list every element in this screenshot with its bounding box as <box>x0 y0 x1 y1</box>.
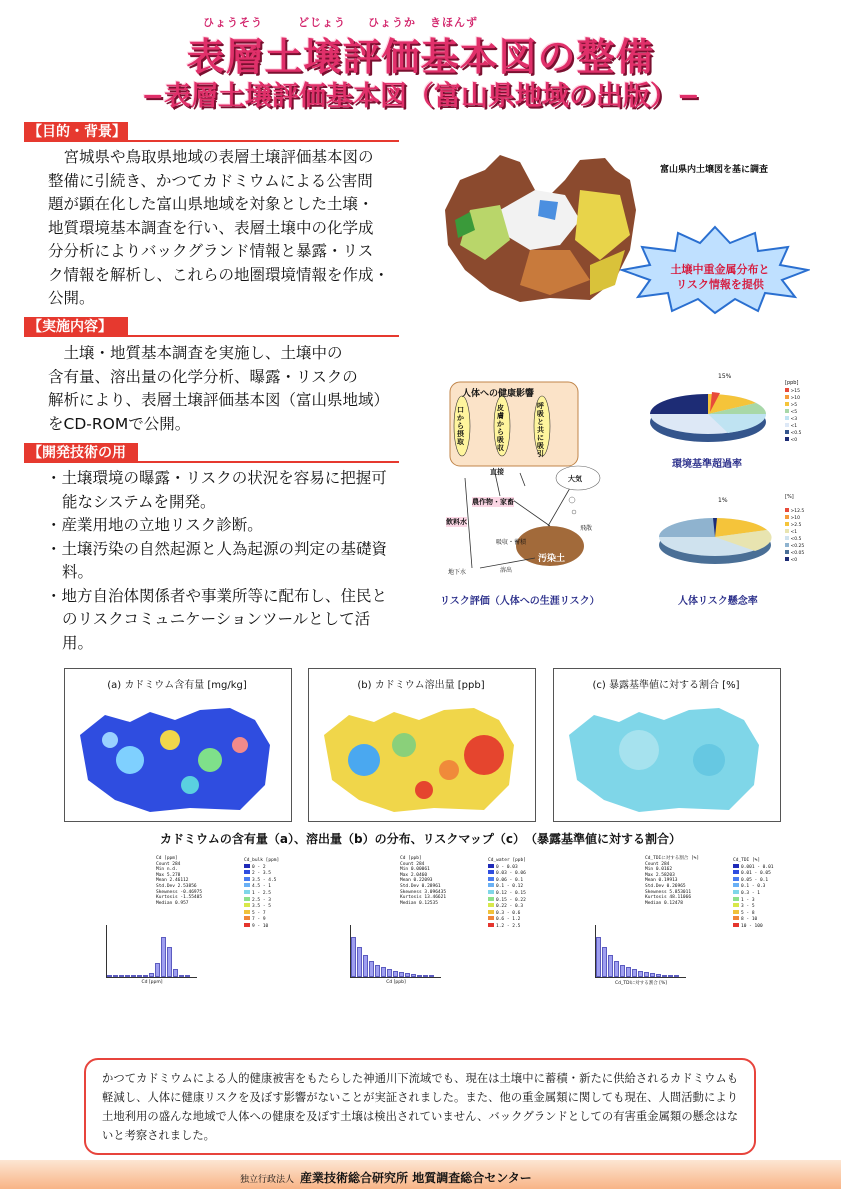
legend-label: 0.03 - 0.06 <box>496 871 526 877</box>
section-text-implementation <box>48 342 393 436</box>
legend-swatch <box>488 883 494 887</box>
legend-label: 0.6 - 1.2 <box>496 917 521 923</box>
stats-row: Min 0.00061 <box>400 867 430 873</box>
histogram-bar <box>167 947 172 977</box>
map-c <box>559 700 774 815</box>
legend-label: 1 - 3 <box>741 897 755 903</box>
pie1-caption: 環境基準超過率 <box>672 459 742 470</box>
legend-label: 1 - 2.5 <box>252 890 271 896</box>
legend-item <box>733 877 774 884</box>
stats-row: Std.Dev 0.28961 <box>400 883 441 889</box>
histogram-bar <box>429 975 434 977</box>
legend-label: 0.1 - 0.12 <box>496 884 524 890</box>
pie2-unit: [%] <box>785 494 794 500</box>
legend-swatch <box>488 903 494 907</box>
histogram-bar <box>662 975 667 977</box>
stats-row: Skewness 3.096435 <box>400 889 447 895</box>
stats-row: Min n.d. <box>156 867 178 873</box>
legend-swatch <box>488 890 494 894</box>
list-item: ・産業用地の立地リスク診断。 <box>46 516 263 534</box>
histogram-bar <box>650 973 655 977</box>
legend-swatch <box>244 903 250 907</box>
stats-row: Count 284 <box>400 861 425 867</box>
legend-item: <5 <box>785 409 801 416</box>
pie1-unit: [ppb] <box>785 380 799 386</box>
histogram-bar <box>149 973 154 977</box>
path-mouth: 口から摂取 <box>457 406 464 446</box>
pie2-legend <box>785 508 804 564</box>
stats-row: Max 2.58203 <box>645 872 675 878</box>
histogram-xlabel: Cd [ppm] <box>141 980 163 985</box>
histogram-bar <box>668 975 673 977</box>
stats-row: Std.Dev 0.26965 <box>645 883 686 889</box>
legend-swatch <box>488 897 494 901</box>
legend-label: 0.05 - 0.1 <box>741 877 769 883</box>
list-item: ・地方自治体関係者や事業所等に配布し、住民とのリスクコミュニケーションツールとして活用。 <box>46 586 388 652</box>
legend-label: 0.06 - 0.1 <box>496 877 524 883</box>
histogram-bar <box>614 961 619 977</box>
histogram-bar <box>405 973 410 977</box>
legend-label: 0.001 - 0.01 <box>741 864 774 870</box>
legend-label: 5 - 7 <box>252 910 266 916</box>
legend-item <box>488 877 526 884</box>
histogram-bar <box>596 937 601 977</box>
legend-item <box>244 923 279 930</box>
panel-legend <box>244 858 279 930</box>
stats-row: Mean 2.46112 <box>156 878 189 884</box>
stats-head: Cd [ppb] <box>400 856 422 861</box>
risk-caption: リスク評価（人体への生涯リスク） <box>440 596 600 607</box>
histogram-bar <box>185 975 190 977</box>
histogram-bar <box>125 975 130 977</box>
legend-label: 0.01 - 0.05 <box>741 871 771 877</box>
legend-item <box>733 897 774 904</box>
histogram-bar <box>173 969 178 977</box>
footer-org-small: 独立行政法人 <box>240 1175 295 1185</box>
stats-row: Std.Dev 2.53856 <box>156 883 197 889</box>
legend-label: 10 - 100 <box>741 923 763 929</box>
ruby-2: どじょう <box>298 16 346 29</box>
legend-item: >5 <box>785 402 801 409</box>
flow-scatter: 飛散 <box>580 525 593 532</box>
legend-item: <1 <box>785 423 801 430</box>
text-line: ク情報を解析し、これらの地圏環境情報を作成・ <box>48 265 390 284</box>
page-subtitle: −表層土壌評価基本図（富山県地域の出版）− <box>141 81 700 112</box>
ruby-4: きほんず <box>430 16 478 29</box>
legend-item <box>244 916 279 923</box>
stats-row: Kurtosis 48.11066 <box>645 895 692 901</box>
legend-item: <0.05 <box>785 550 804 557</box>
legend-item: >2.5 <box>785 522 804 529</box>
flow-direct: 直接 <box>490 468 504 476</box>
stats-row: Max 2.0460 <box>400 872 428 878</box>
stats-row: Kurtosis -1.55405 <box>156 895 203 901</box>
legend-swatch <box>244 916 250 920</box>
flow-groundwater: 地下水 <box>448 569 467 576</box>
legend-swatch <box>488 870 494 874</box>
legend-label: 0 - 0.03 <box>496 864 518 870</box>
stats-row: Count 284 <box>645 861 670 867</box>
stats-row: Median 0.12478 <box>645 900 683 906</box>
legend-swatch <box>488 916 494 920</box>
flow-drinking: 飲料水 <box>446 518 467 526</box>
panel-stats <box>400 856 446 906</box>
legend-label: 0 - 2 <box>252 864 266 870</box>
stats-row: Mean 0.22093 <box>400 878 433 884</box>
histogram-bar <box>363 955 368 977</box>
legend-item: <3 <box>785 416 801 423</box>
map-a <box>70 700 285 815</box>
legend-swatch <box>244 910 250 914</box>
legend-head: Cd_bulk [ppm] <box>244 858 280 863</box>
histogram-xlabel: Cd [ppb] <box>386 980 406 985</box>
flow-air: 大気 <box>568 475 582 483</box>
panel-a-title: (a) カドミウム含有量 [mg/kg] <box>107 680 247 691</box>
legend-swatch <box>733 890 739 894</box>
legend-item <box>733 903 774 910</box>
footer-org-name: 産業技術総合研究所 地質調査総合センター <box>300 1171 532 1185</box>
legend-label: 0.22 - 0.3 <box>496 904 524 910</box>
legend-item <box>733 916 774 923</box>
legend-item: <0.5 <box>785 430 801 437</box>
text-line: 土壌・地質基本調査を実施し、土壌中の <box>48 344 343 362</box>
histogram-bar <box>638 971 643 977</box>
histogram-bar <box>387 969 392 977</box>
stats-row: Mean 0.19913 <box>645 878 678 884</box>
legend-label: 0.12 - 0.15 <box>496 890 526 896</box>
legend-item <box>488 903 526 910</box>
histogram-bar <box>656 974 661 977</box>
text-line: 整備に引続き、かつてカドミウムによる公害問 <box>48 171 373 190</box>
histogram-bar <box>674 975 679 977</box>
legend-item: <1 <box>785 529 804 536</box>
histogram-bar <box>626 967 631 977</box>
section-heading-implementation: 【実施内容】 <box>24 317 128 337</box>
histogram-bar <box>381 967 386 977</box>
toyama-soil-map <box>440 150 640 305</box>
divider <box>24 461 399 463</box>
legend-item <box>488 890 526 897</box>
legend-item: >15 <box>785 388 801 395</box>
path-skin: 皮膚から吸収 <box>497 404 504 452</box>
legend-item: <0.25 <box>785 543 804 550</box>
stats-row: Skewness -0.46975 <box>156 889 203 895</box>
legend-item <box>488 916 526 923</box>
legend-swatch <box>244 877 250 881</box>
histogram-bar <box>155 963 160 977</box>
text-line: 含有量、溶出量の化学分析、曝露・リスクの <box>48 367 358 386</box>
text-line: 分分析によりバックグランド情報と暴露・リス <box>48 242 374 260</box>
histogram-bar <box>620 965 625 977</box>
flow-soil: 汚染土 <box>538 554 566 564</box>
histogram-bar <box>399 972 404 977</box>
health-box-title: 人体への健康影響 <box>462 389 535 399</box>
legend-label: 3.5 - 4.5 <box>252 877 277 883</box>
text-line: 地質環境基本調査を行い、表層土壌中の化学成 <box>48 218 374 237</box>
panel-histogram <box>595 925 686 986</box>
legend-item <box>488 923 526 930</box>
legend-label: 9 - 10 <box>252 923 269 929</box>
histogram-bar <box>137 975 142 977</box>
histogram-bar <box>417 975 422 977</box>
panel-histogram <box>106 925 197 985</box>
legend-label: 0.15 - 0.22 <box>496 897 526 903</box>
legend-item <box>244 890 279 897</box>
text-line: 公開。 <box>48 289 95 307</box>
text-line: 題が顕在化した富山県地域を対象とした土壌・ <box>48 195 374 213</box>
footer-org <box>240 1169 532 1186</box>
legend-item <box>733 870 774 877</box>
map-label: 富山県内土壌図を基に調査 <box>660 165 769 175</box>
map-b <box>314 700 529 815</box>
histogram-bar <box>632 969 637 977</box>
histogram-bar <box>119 975 124 977</box>
histogram-bar <box>393 971 398 977</box>
panel-legend <box>733 858 774 930</box>
legend-label: 2.5 - 3 <box>252 897 271 903</box>
stats-row: Min 0.0162 <box>645 867 673 873</box>
histogram-bar <box>375 965 380 977</box>
path-breath: 呼吸と共に吸引 <box>537 402 544 458</box>
legend-swatch <box>244 923 250 927</box>
legend-item: <0.5 <box>785 536 804 543</box>
legend-item <box>244 877 279 884</box>
legend-item <box>488 883 526 890</box>
legend-head: Cd_TDI [%] <box>733 858 761 863</box>
legend-label: 8 - 10 <box>741 917 758 923</box>
legend-swatch <box>733 916 739 920</box>
legend-label: 3 - 5 <box>741 904 755 910</box>
legend-label: 3.5 - 5 <box>252 904 271 910</box>
legend-swatch <box>733 864 739 868</box>
panel-legend <box>488 858 526 930</box>
legend-item <box>733 890 774 897</box>
histogram-bar <box>131 975 136 977</box>
histogram-xlabel: Cd_TDIに対する割合 [%] <box>614 981 667 986</box>
panels-caption: カドミウムの含有量（a）、溶出量（b）の分布、リスクマップ（c） （暴露基準値に対する割合） <box>160 832 681 846</box>
histogram-bar <box>351 937 356 977</box>
section-text-purpose <box>48 146 393 311</box>
legend-swatch <box>244 897 250 901</box>
stats-head: Cd_TDIに対する割合 [%] <box>645 856 700 861</box>
legend-swatch <box>733 877 739 881</box>
panel-stats <box>156 856 202 906</box>
legend-swatch <box>488 910 494 914</box>
legend-label: 2 - 3.5 <box>252 871 271 877</box>
legend-swatch <box>488 877 494 881</box>
legend-item <box>244 897 279 904</box>
legend-item <box>488 864 526 871</box>
histogram-bar <box>369 961 374 977</box>
legend-label: 5 - 8 <box>741 910 755 916</box>
pie1-legend <box>785 388 801 444</box>
legend-item: >10 <box>785 395 801 402</box>
ruby-3: ひょうか <box>368 16 416 29</box>
stats-row: Kurtosis 13.46621 <box>400 895 447 901</box>
panel-b-title: (b) カドミウム溶出量 [ppb] <box>357 680 485 691</box>
legend-swatch <box>733 923 739 927</box>
conclusion-box <box>84 1058 756 1155</box>
histogram-bar <box>357 947 362 977</box>
legend-swatch <box>244 883 250 887</box>
legend-item <box>244 883 279 890</box>
burst-line: リスク情報を提供 <box>676 278 764 291</box>
legend-swatch <box>733 870 739 874</box>
ruby-1: ひょうそう <box>203 16 263 29</box>
flow-leach: 溶出 <box>500 567 513 574</box>
legend-label: 7 - 9 <box>252 917 266 923</box>
applications-list <box>46 467 401 655</box>
histogram-bar <box>411 974 416 977</box>
panel-histogram <box>350 925 441 985</box>
section-heading-purpose: 【目的・背景】 <box>24 122 128 142</box>
stats-row: Skewness 5.853011 <box>645 889 692 895</box>
legend-label: 0.1 - 0.3 <box>741 884 766 890</box>
divider <box>24 140 399 142</box>
legend-label: 0.3 - 0.6 <box>496 910 521 916</box>
legend-swatch <box>733 883 739 887</box>
flow-absorb: 吸収・蓄積 <box>496 539 527 546</box>
legend-item: >10 <box>785 515 804 522</box>
legend-swatch <box>244 870 250 874</box>
histogram-bar <box>143 975 148 977</box>
panel-c-title: (c) 暴露基準値に対する割合 [%] <box>592 680 740 691</box>
pie2-caption: 人体リスク懸念率 <box>678 596 758 607</box>
pie1-pct: 15% <box>718 373 732 380</box>
histogram-bar <box>423 975 428 977</box>
stats-row: Median 0.12535 <box>400 900 438 906</box>
histogram-bar <box>602 947 607 977</box>
page-title: 表層土壌評価基本図の整備 <box>186 35 655 79</box>
stats-head: Cd [ppm] <box>156 856 178 861</box>
pie2-pct: 1% <box>718 497 728 504</box>
histogram-bar <box>179 975 184 977</box>
stats-row: Count 284 <box>156 861 181 867</box>
legend-item <box>733 864 774 871</box>
burst-line: 土壌中重金属分布と <box>670 263 770 276</box>
histogram-bar <box>644 972 649 977</box>
legend-label: 1.2 - 2.5 <box>496 923 521 929</box>
burst-text <box>650 262 790 292</box>
legend-swatch <box>244 890 250 894</box>
stats-row: Max 5.278 <box>156 872 181 878</box>
legend-swatch <box>244 864 250 868</box>
legend-item: <0 <box>785 557 804 564</box>
legend-item <box>733 883 774 890</box>
legend-swatch <box>733 897 739 901</box>
histogram-bar <box>161 937 166 977</box>
legend-item <box>488 910 526 917</box>
legend-item <box>244 910 279 917</box>
histogram-bar <box>113 975 118 977</box>
conclusion-text: かつてカドミウムによる人的健康被害をもたらした神通川下流域でも、現在は土壌中に蓄積・新たに供給されるカドミウムも軽減し、人体に健康リスクを及ぼす影響がないことが実証されました。また、他の重金属類に関しても現在、人間活動により土地利用の盛んな地域で人体への健康を及ぼす土壌は検出されていません、バックグランドとしての有害重金属類の懸念はないと考察されました。 <box>102 1072 738 1142</box>
legend-item <box>488 897 526 904</box>
text-line: 宮城県や鳥取県地域の表層土壌評価基本図の <box>48 148 374 166</box>
text-line: をCD-ROMで公開。 <box>48 414 191 433</box>
legend-item <box>488 870 526 877</box>
legend-swatch <box>488 864 494 868</box>
pie-health-risk <box>655 505 780 570</box>
stats-row: Median 0.957 <box>156 900 189 906</box>
section-heading-applications: 【開発技術の用途】 <box>24 443 138 463</box>
list-item: ・土壌環境の曝露・リスクの状況を容易に把握可能なシステムを開発。 <box>46 469 387 511</box>
legend-item <box>244 903 279 910</box>
legend-item <box>733 910 774 917</box>
histogram-bar <box>608 955 613 977</box>
legend-item: <0 <box>785 437 801 444</box>
legend-label: 0.3 - 1 <box>741 890 760 896</box>
legend-swatch <box>733 910 739 914</box>
legend-label: 4.5 - 1 <box>252 884 271 890</box>
legend-swatch <box>733 903 739 907</box>
flow-crops: 農作物・家畜 <box>472 498 514 506</box>
divider <box>24 335 399 337</box>
legend-swatch <box>488 923 494 927</box>
legend-item <box>244 870 279 877</box>
legend-item: >12.5 <box>785 508 804 515</box>
legend-head: Cd_water [ppb] <box>488 858 526 863</box>
text-line: 解析により、表層土壌評価基本図（富山県地域） <box>48 391 390 409</box>
panel-stats <box>645 856 699 906</box>
histogram-bar <box>107 975 112 977</box>
legend-item <box>733 923 774 930</box>
legend-item <box>244 864 279 871</box>
pie-exceedance <box>648 378 783 450</box>
list-item: ・土壌汚染の自然起源と人為起源の判定の基礎資料。 <box>46 539 388 581</box>
